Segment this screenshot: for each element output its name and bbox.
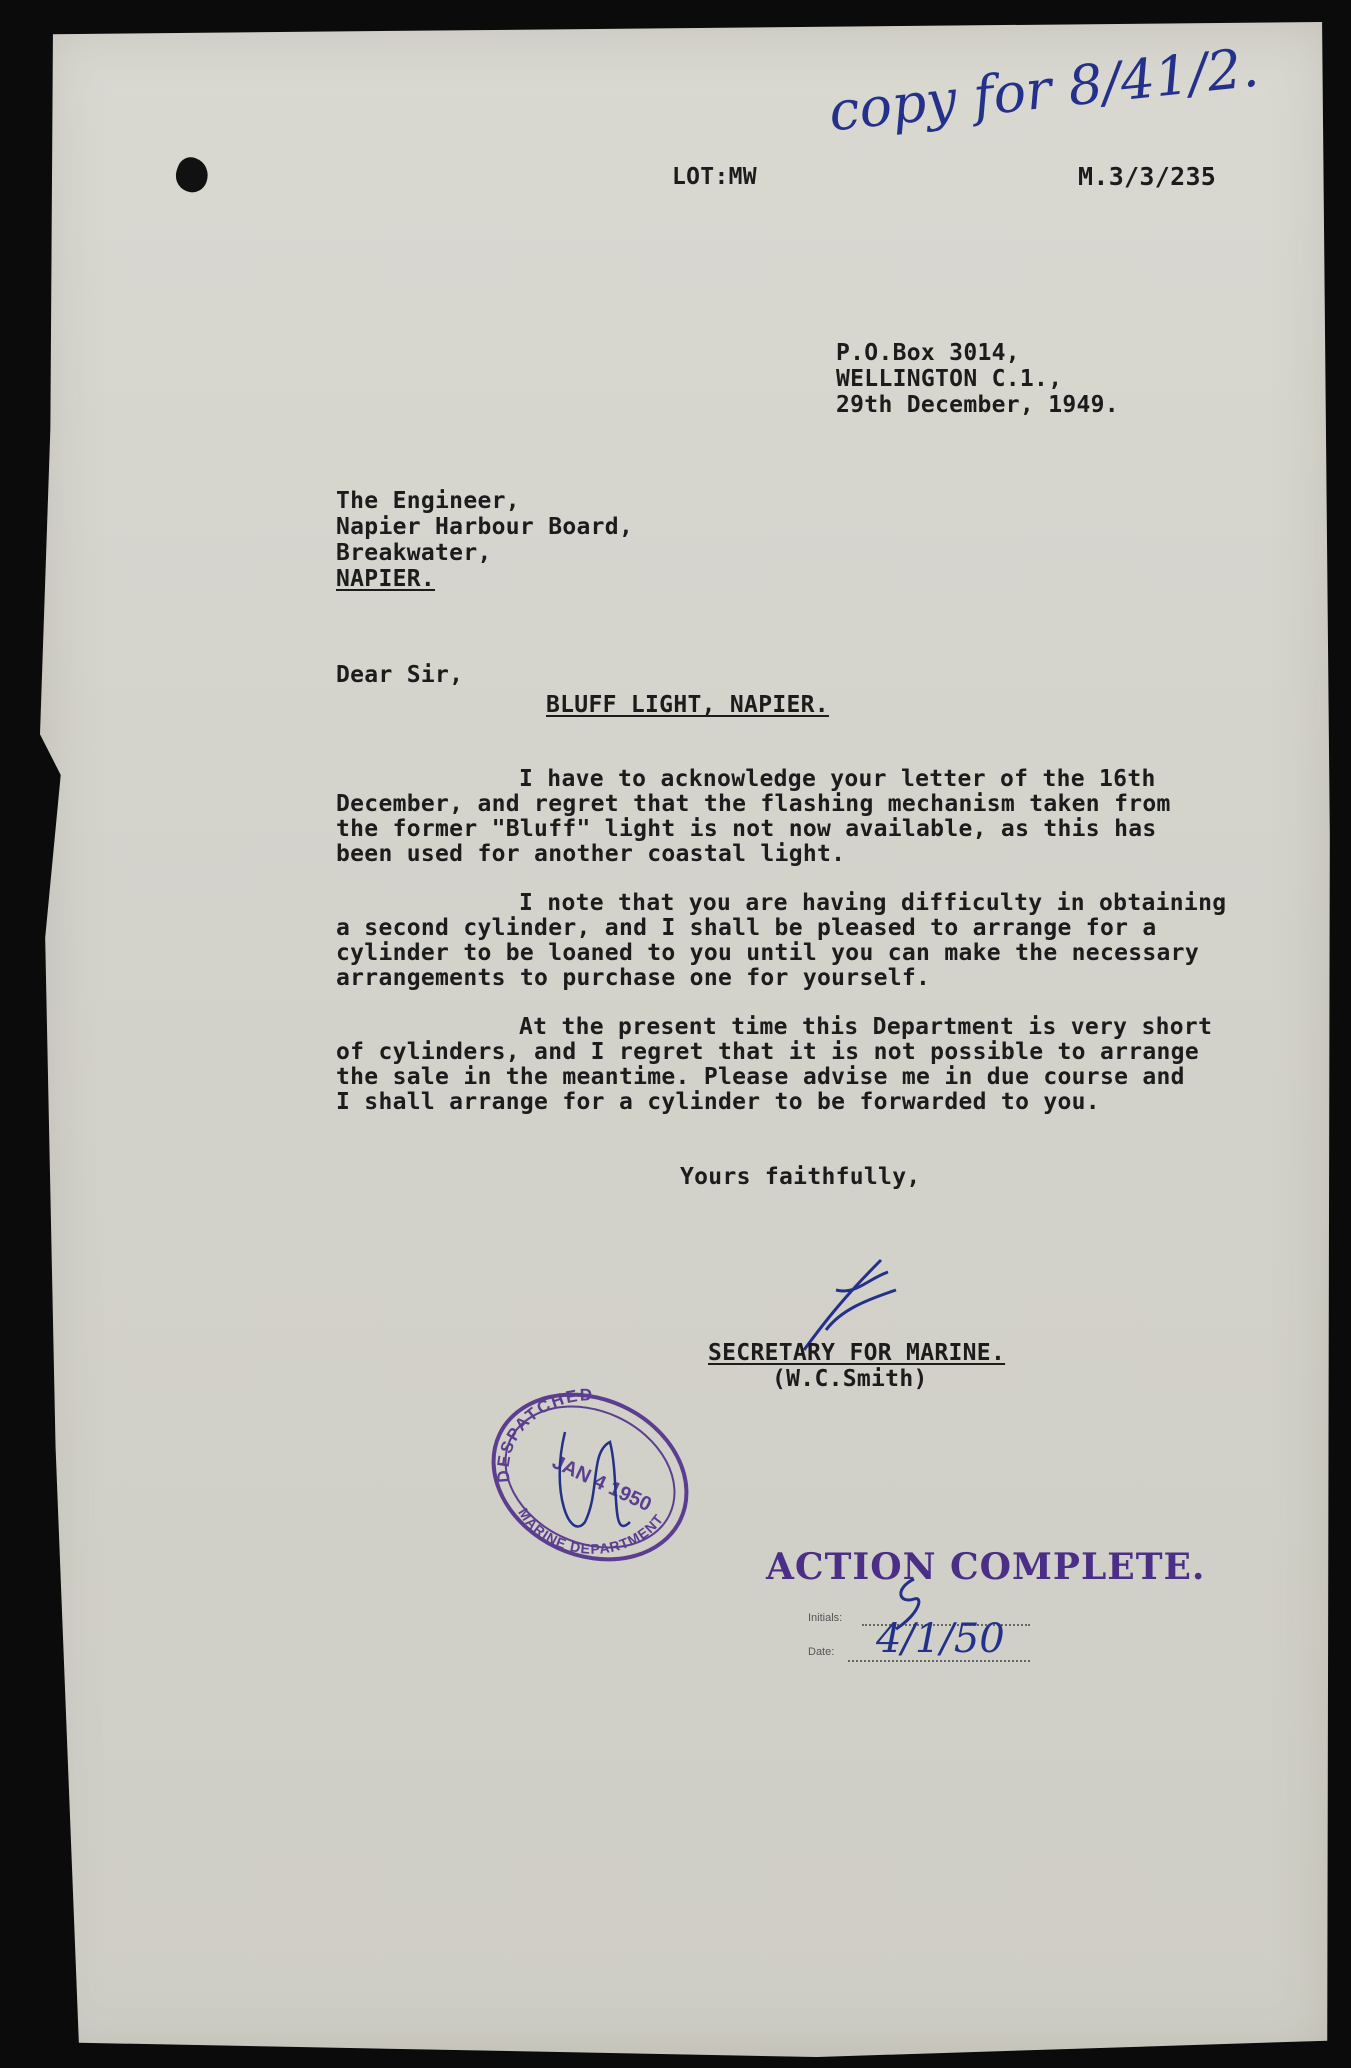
subject-line: BLUFF LIGHT, NAPIER.: [546, 692, 829, 718]
closing: Yours faithfully,: [680, 1164, 921, 1190]
recipient-line: Napier Harbour Board,: [336, 514, 634, 540]
action-complete-stamp: ACTION COMPLETE.: [766, 1546, 1206, 1588]
paragraph-line: I shall arrange for a cylinder to be forwarded to you.: [336, 1089, 1100, 1115]
action-date-label: Date:: [808, 1646, 835, 1658]
letter-date: 29th December, 1949.: [836, 392, 1119, 418]
recipient-line: Breakwater,: [336, 540, 492, 566]
reference-left: LOT:MW: [672, 164, 757, 190]
despatched-stamp: [470, 1372, 710, 1582]
paragraph-line: I have to acknowledge your letter of the 16th: [519, 766, 1156, 792]
paragraph-line: December, and regret that the flashing mechanism taken from: [336, 791, 1171, 817]
paragraph-line: the sale in the meantime. Please advise me in due course and: [336, 1064, 1185, 1090]
signature-name: (W.C.Smith): [772, 1366, 928, 1392]
paragraph-line: of cylinders, and I regret that it is not possible to arrange: [336, 1039, 1199, 1065]
stamp-bottom-text: MARINE DEPARTMENT: [515, 1505, 667, 1557]
salutation: Dear Sir,: [336, 662, 464, 688]
initials-label: Initials:: [808, 1612, 843, 1624]
paragraph-line: arrangements to purchase one for yourself.: [336, 965, 931, 991]
recipient-line: The Engineer,: [336, 488, 520, 514]
stamp-top-text: DESPATCHED: [493, 1385, 595, 1484]
reference-right: M.3/3/235: [1078, 162, 1217, 191]
paragraph-line: I note that you are having difficulty in obtaining: [519, 890, 1227, 916]
paragraph-line: cylinder to be loaned to you until you can make the necessary: [336, 940, 1199, 966]
signature-title: SECRETARY FOR MARINE.: [708, 1340, 1006, 1366]
sender-address-line: P.O.Box 3014,: [836, 340, 1020, 366]
handwritten-annotation: copy for 8/41/2.: [825, 35, 1262, 144]
initials-mark: [884, 1574, 934, 1634]
paragraph-line: At the present time this Department is very short: [519, 1014, 1213, 1040]
stamp-date: JAN 4 1950: [548, 1451, 655, 1517]
sender-address-line: WELLINGTON C.1.,: [836, 366, 1063, 392]
recipient-line: NAPIER.: [336, 566, 436, 592]
paragraph-line: a second cylinder, and I shall be pleased to arrange for a: [336, 915, 1157, 941]
paragraph-line: been used for another coastal light.: [336, 841, 846, 867]
action-date-value: 4/1/50: [876, 1616, 1005, 1662]
paragraph-line: the former "Bluff" light is not now available, as this has: [336, 816, 1157, 842]
